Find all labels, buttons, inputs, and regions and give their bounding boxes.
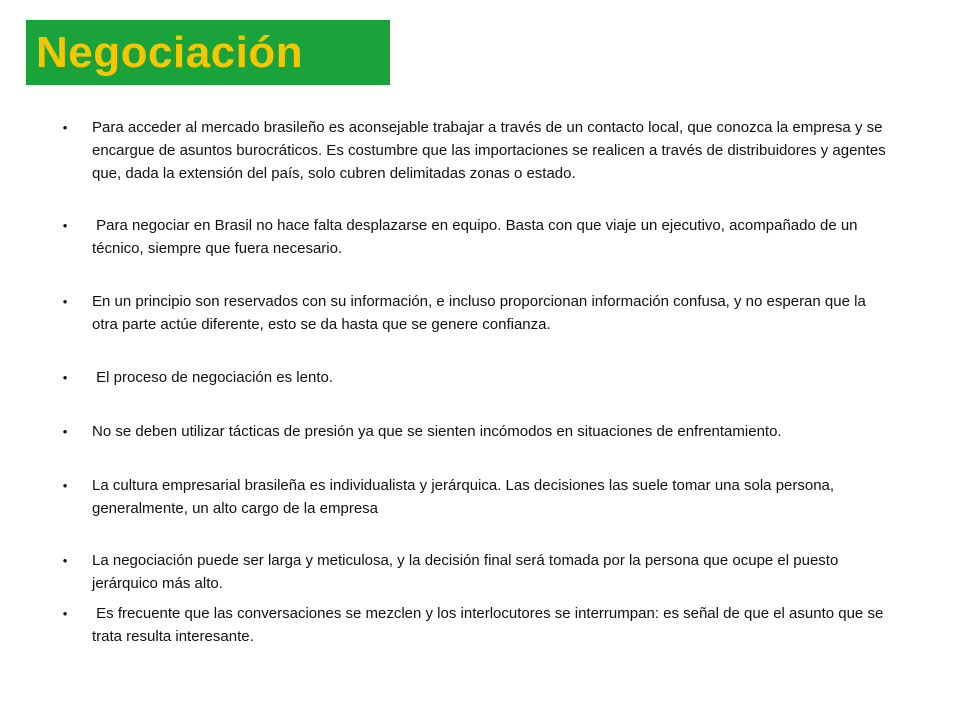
bullet-item	[58, 420, 888, 443]
bullet-item	[58, 116, 888, 185]
bullet-text: La cultura empresarial brasileña es individualista y jerárquica. Las decisiones las suele tomar una sola persona, generalmente, un alto cargo de la empresa	[92, 477, 839, 517]
bullet-item	[58, 602, 888, 648]
bullet-item	[58, 214, 888, 260]
bullet-item	[58, 366, 888, 389]
bullet-text: Para negociar en Brasil no hace falta desplazarse en equipo. Basta con que viaje un ejecutivo, acompañado de un técnico, siempre que fuera necesario.	[92, 217, 862, 257]
bullet-dot: •	[62, 294, 68, 309]
bullet-dot: •	[62, 478, 68, 493]
bullet-dot: •	[62, 606, 68, 621]
bullet-text: Es frecuente que las conversaciones se mezclen y los interlocutores se interrumpan: es señal de que el asunto que se trata resulta interesante.	[92, 605, 888, 645]
bullet-text: Para acceder al mercado brasileño es aconsejable trabajar a través de un contacto local, que conozca la empresa y se encargue de asuntos burocráticos. Es costumbre que las importaciones se realicen a través de distribuidores y agentes que, dada la extensión del país, solo cubren delimitadas zonas o estado.	[92, 119, 890, 182]
bullet-item	[58, 290, 888, 336]
slide-title: Negociación	[36, 28, 304, 77]
bullet-text: No se deben utilizar tácticas de presión ya que se sienten incómodos en situaciones de enfrentamiento.	[92, 423, 782, 440]
bullet-dot: •	[62, 120, 68, 135]
bullet-dot: •	[62, 370, 68, 385]
bullet-dot: •	[62, 218, 68, 233]
bullet-dot: •	[62, 424, 68, 439]
bullet-item	[58, 474, 888, 520]
bullet-text: En un principio son reservados con su información, e incluso proporcionan información confusa, y no esperan que la otra parte actúe diferente, esto se da hasta que se genere confianza.	[92, 293, 870, 333]
bullet-text: El proceso de negociación es lento.	[92, 369, 333, 386]
bullet-item	[58, 549, 888, 595]
bullet-text: La negociación puede ser larga y meticulosa, y la decisión final será tomada por la persona que ocupe el puesto jerárquico más alto.	[92, 552, 843, 592]
bullet-dot: •	[62, 553, 68, 568]
